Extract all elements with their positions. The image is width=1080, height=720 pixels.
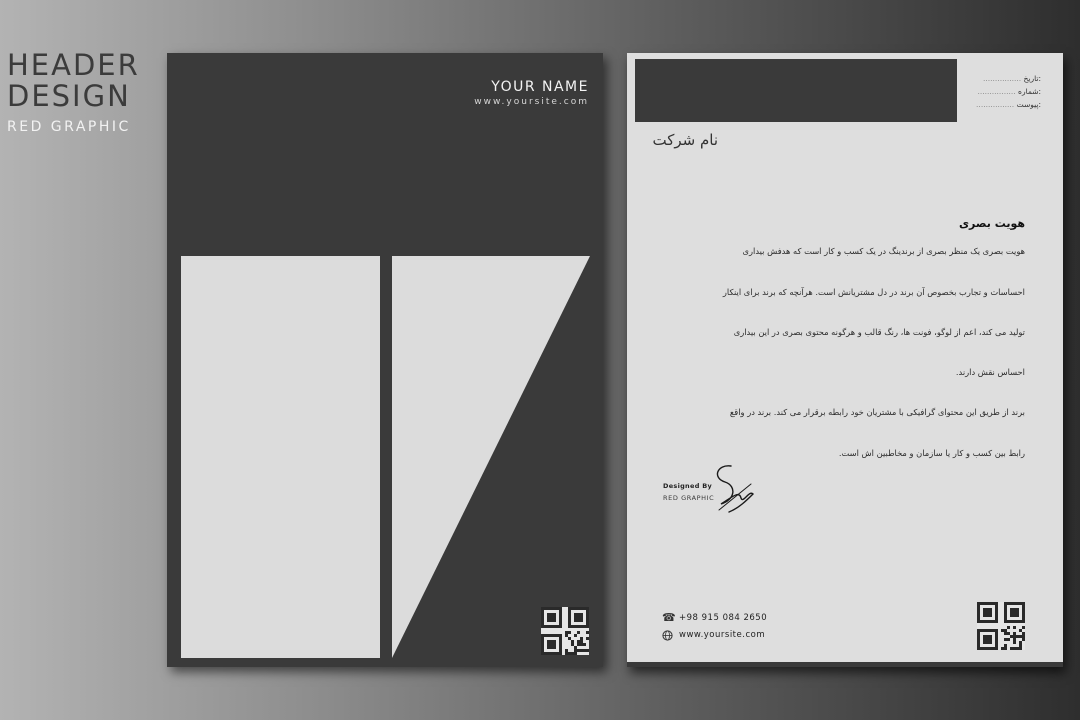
phone-icon: ☎ [662,611,677,624]
qr-code-icon [977,602,1025,650]
front-light-panel-triangle [392,256,590,658]
body-line: تولید می کند، اعم از لوگو، فونت ها، رنگ قالب و هرگونه محتوی بصری در این بیداری [733,327,1025,337]
front-website: www.yoursite.com [474,97,589,107]
section-heading: هویت بصری [958,217,1025,230]
body-line: برند از طریق این محتوای گرافیکی با مشتریان خود رابطه برقرار می کند. برند در واقع [729,407,1025,417]
attachment-label: :پیوست [1016,100,1041,109]
brand-title-line1: HEADER [7,48,140,82]
number-field [976,87,1041,100]
body-line: رابط بین کسب و کار یا سازمان و مخاطبین اش است. [838,448,1025,458]
designed-by-label: Designed By [663,482,712,490]
signature-icon [709,460,759,514]
front-name: YOUR NAME [491,79,589,95]
website-url: www.yoursite.com [679,630,766,640]
company-name: نام شرکت [652,131,718,149]
brand-title-line2: DESIGN [7,79,131,113]
date-field [976,74,1041,87]
attachment-field [976,100,1041,113]
body-line: احساسات و تجارب بخصوص آن برند در دل مشتریانش است. هرآنچه که برند برای اینکار [722,287,1025,297]
date-label: :تاریخ [1023,74,1041,83]
qr-code-icon [541,607,589,655]
front-light-panel-rect [181,256,380,658]
header-dark-block [635,59,957,122]
body-line: هویت بصری یک منظر بصری از برندینگ در یک کسب و کار است که هدفش بیداری [742,246,1025,256]
number-label: :شماره [1018,87,1041,96]
brand-subtitle: RED GRAPHIC [7,119,131,135]
phone-number: +98 915 084 2650 [679,613,768,623]
designer-name: RED GRAPHIC [663,494,715,502]
date-dots: ................ [983,74,1022,83]
body-line: احساس نقش دارند. [955,367,1025,377]
meta-fields [976,74,1041,113]
phone-row [662,611,767,624]
website-row [662,628,765,641]
designer-credit [663,482,714,502]
attachment-dots: ................ [976,100,1015,109]
brand-block [7,50,140,135]
globe-icon [662,628,675,641]
back-letterhead-sheet [627,53,1063,667]
front-letterhead-sheet [167,53,603,667]
number-dots: ................ [977,87,1016,96]
